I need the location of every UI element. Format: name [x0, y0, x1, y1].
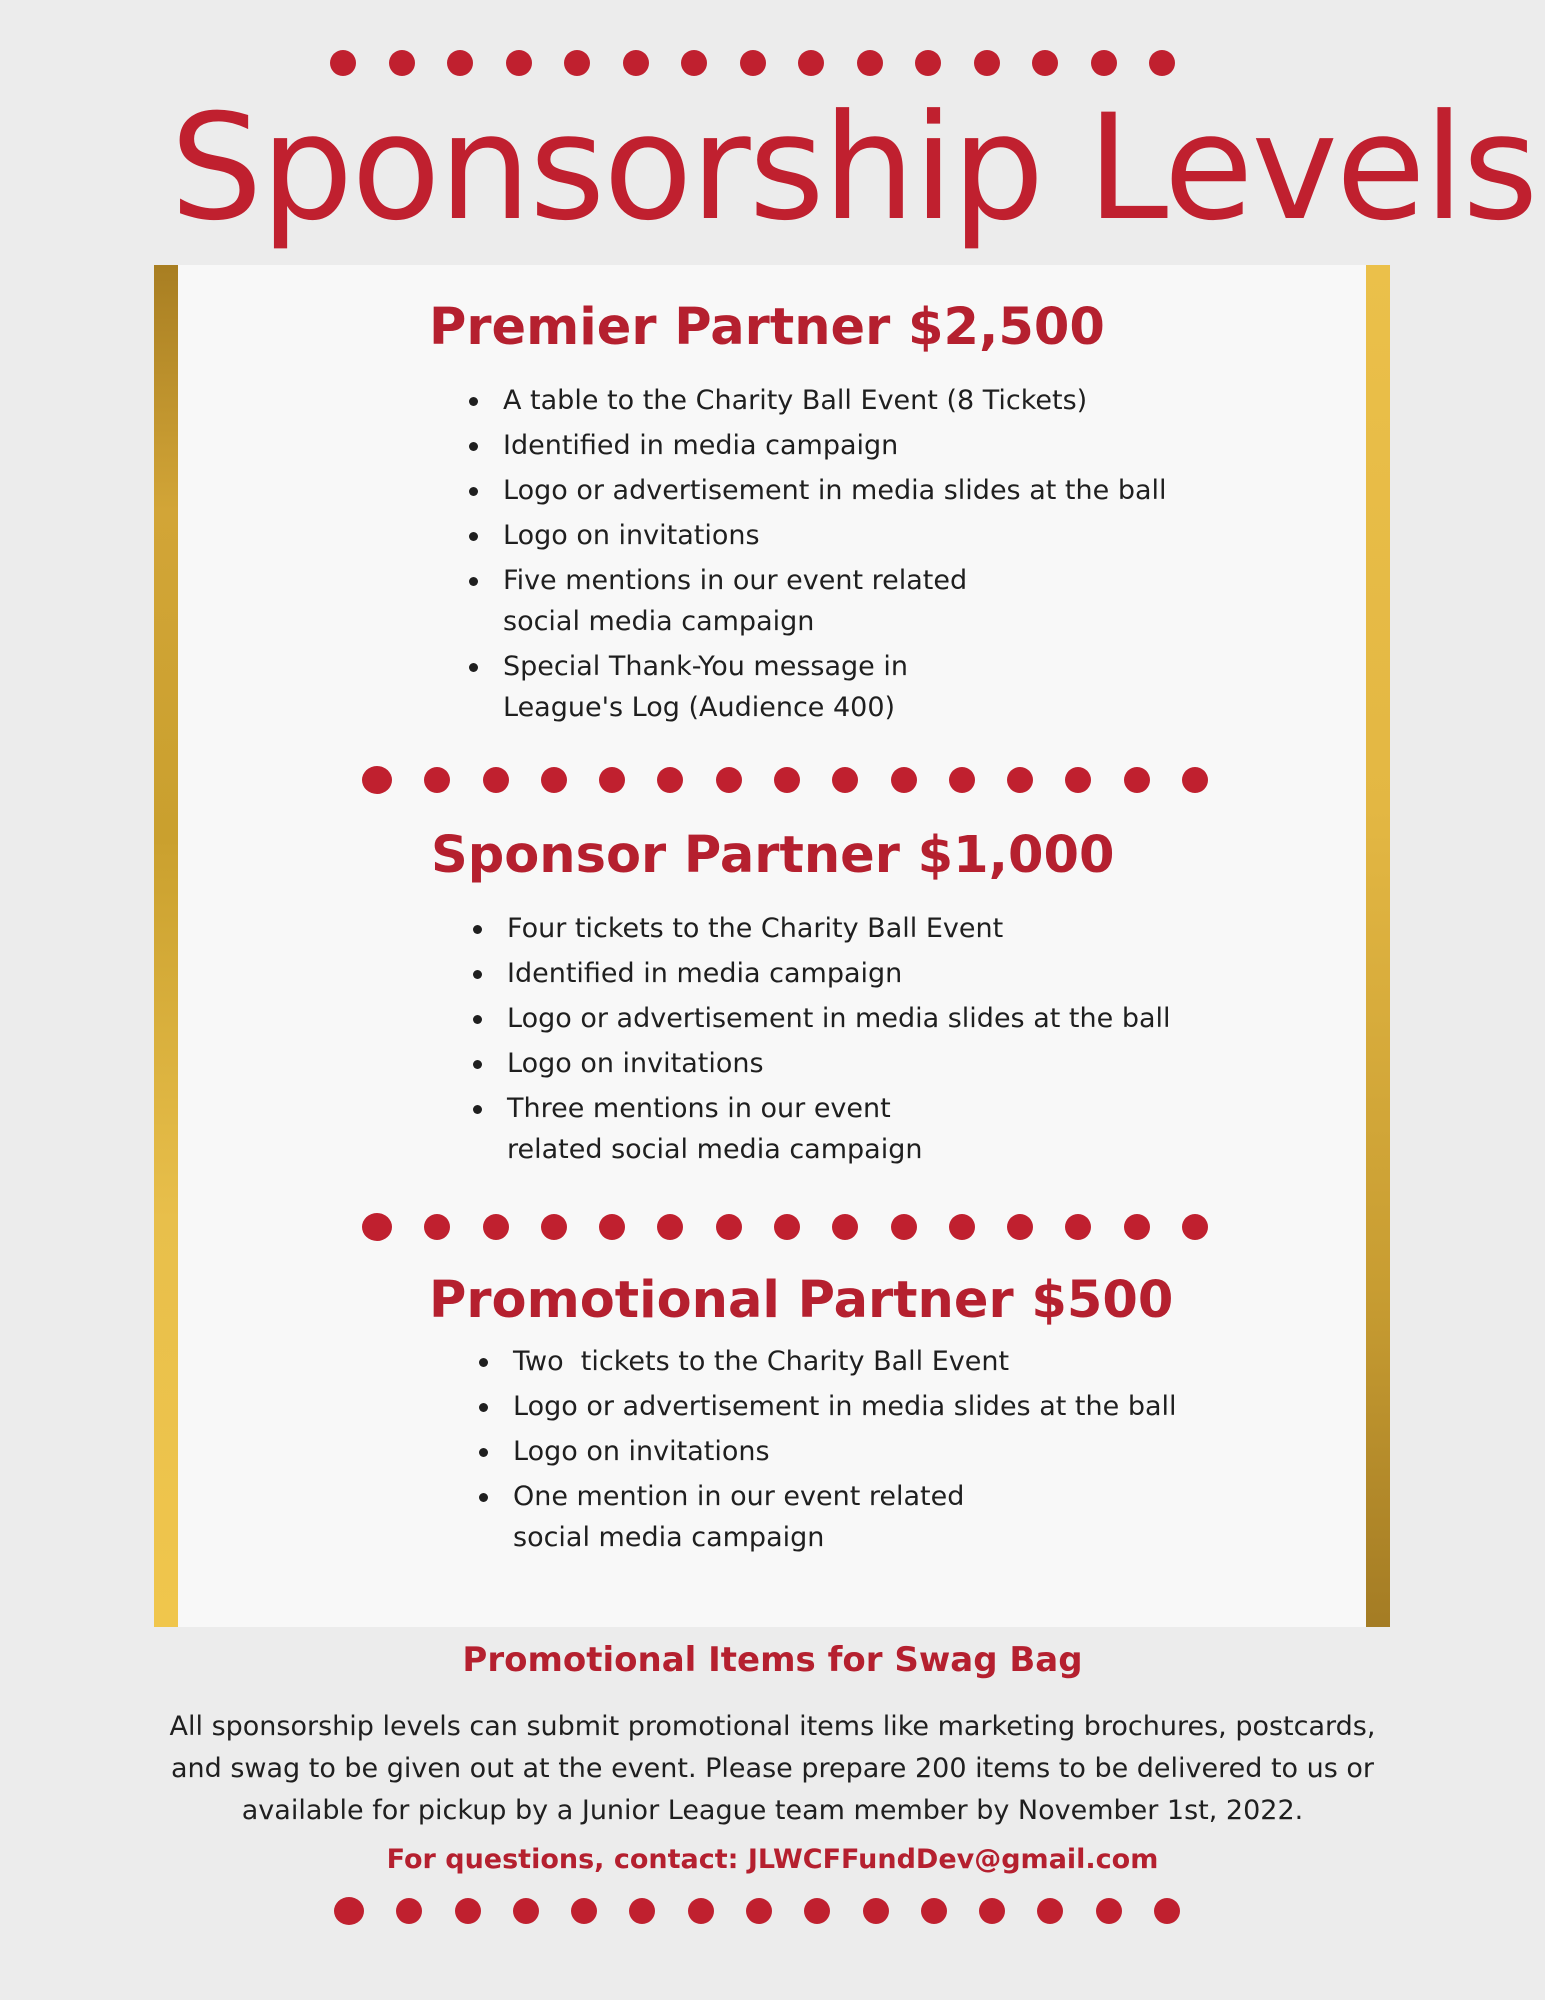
- dot: [455, 1898, 481, 1924]
- section-dot-divider: [362, 1213, 1208, 1241]
- dot: [396, 1898, 422, 1924]
- dot: [513, 1898, 539, 1924]
- benefit-item: Logo or advertisement in media slides at the ball: [469, 470, 1189, 511]
- dot: [921, 1898, 947, 1924]
- tier-heading: Promotional Partner $500: [429, 1271, 1174, 1330]
- dot: [1032, 50, 1058, 76]
- benefit-list: [469, 380, 1189, 728]
- dot: [541, 767, 567, 793]
- benefit-list: [473, 908, 1193, 1170]
- dot: [716, 1214, 742, 1240]
- dot: [716, 767, 742, 793]
- dot: [1182, 767, 1208, 793]
- page-title: Sponsorship Levels: [170, 83, 1537, 253]
- dot: [746, 1898, 772, 1924]
- dot: [541, 1214, 567, 1240]
- dot: [564, 50, 590, 76]
- dot: [1007, 1214, 1033, 1240]
- dot: [740, 50, 766, 76]
- tier-heading: Sponsor Partner $1,000: [431, 826, 1115, 885]
- dot: [1007, 767, 1033, 793]
- swag-heading: Promotional Items for Swag Bag: [462, 1640, 1083, 1680]
- benefit-item: Logo or advertisement in media slides at the ball: [473, 998, 1193, 1039]
- tier-premier-partner: [429, 297, 1189, 732]
- dot: [974, 50, 1000, 76]
- tier-promotional-partner: [429, 1270, 1199, 1562]
- dot: [424, 1214, 450, 1240]
- dot: [1065, 1214, 1091, 1240]
- dot: [949, 1214, 975, 1240]
- dot: [915, 50, 941, 76]
- benefit-item: Logo on invitations: [469, 515, 1189, 556]
- benefit-item: Identified in media campaign: [473, 953, 1193, 994]
- benefit-item: Logo or advertisement in media slides at the ball: [479, 1386, 1199, 1427]
- dot: [1124, 1214, 1150, 1240]
- dot: [832, 1214, 858, 1240]
- tier-heading: Premier Partner $2,500: [429, 298, 1105, 357]
- dot: [1065, 767, 1091, 793]
- dot: [891, 767, 917, 793]
- dot: [979, 1898, 1005, 1924]
- benefit-item: Logo on invitations: [479, 1431, 1199, 1472]
- dot: [483, 1214, 509, 1240]
- dot: [1154, 1898, 1180, 1924]
- dot: [447, 50, 473, 76]
- dot: [832, 767, 858, 793]
- benefit-item: Logo on invitations: [473, 1043, 1193, 1084]
- dot: [599, 767, 625, 793]
- dot: [506, 50, 532, 76]
- contact-line: For questions, contact: JLWCFFundDev@gmail.com: [386, 1844, 1159, 1875]
- dot: [1124, 767, 1150, 793]
- dot: [571, 1898, 597, 1924]
- dot: [334, 1897, 364, 1925]
- dot: [1037, 1898, 1063, 1924]
- dot: [798, 50, 824, 76]
- benefit-item: Five mentions in our event related social media campaign: [469, 560, 1023, 642]
- benefit-item: Special Thank-You message in League's Log (Audience 400): [469, 646, 963, 728]
- dot: [599, 1214, 625, 1240]
- dot: [483, 767, 509, 793]
- dot: [657, 767, 683, 793]
- dot: [688, 1898, 714, 1924]
- dot: [1096, 1898, 1122, 1924]
- dot: [774, 767, 800, 793]
- dot: [330, 50, 356, 76]
- benefit-item: One mention in our event related social media campaign: [479, 1476, 993, 1558]
- benefit-list: [479, 1341, 1199, 1558]
- section-dot-divider: [362, 766, 1208, 794]
- dot: [629, 1898, 655, 1924]
- bottom-dot-divider: [334, 1897, 1180, 1925]
- dot: [774, 1214, 800, 1240]
- dot: [362, 1213, 392, 1241]
- benefit-item: A table to the Charity Ball Event (8 Tickets): [469, 380, 1189, 421]
- gold-border-right: [1366, 265, 1390, 1627]
- benefit-item: Identified in media campaign: [469, 425, 1189, 466]
- dot: [1182, 1214, 1208, 1240]
- tier-sponsor-partner: [431, 825, 1193, 1174]
- dot: [804, 1898, 830, 1924]
- benefit-item: Two tickets to the Charity Ball Event: [479, 1341, 1199, 1382]
- benefit-item: Three mentions in our event related social media campaign: [473, 1088, 967, 1170]
- dot: [1149, 50, 1175, 76]
- sponsorship-card: [154, 265, 1390, 1627]
- dot: [424, 767, 450, 793]
- swag-description: All sponsorship levels can submit promotional items like marketing brochures, postcards, and swag to be given out at the event. Please prepare 200 items to be delivered to us or available for pickup by a Junior League team member by November 1st, 2022.: [169, 1711, 1376, 1826]
- benefit-item: Four tickets to the Charity Ball Event: [473, 908, 1193, 949]
- dot: [362, 766, 392, 794]
- dot: [623, 50, 649, 76]
- dot: [389, 50, 415, 76]
- dot: [1091, 50, 1117, 76]
- dot: [949, 767, 975, 793]
- dot: [857, 50, 883, 76]
- dot: [891, 1214, 917, 1240]
- gold-border-left: [154, 265, 178, 1627]
- top-dot-divider: [330, 50, 1175, 76]
- dot: [681, 50, 707, 76]
- dot: [657, 1214, 683, 1240]
- dot: [863, 1898, 889, 1924]
